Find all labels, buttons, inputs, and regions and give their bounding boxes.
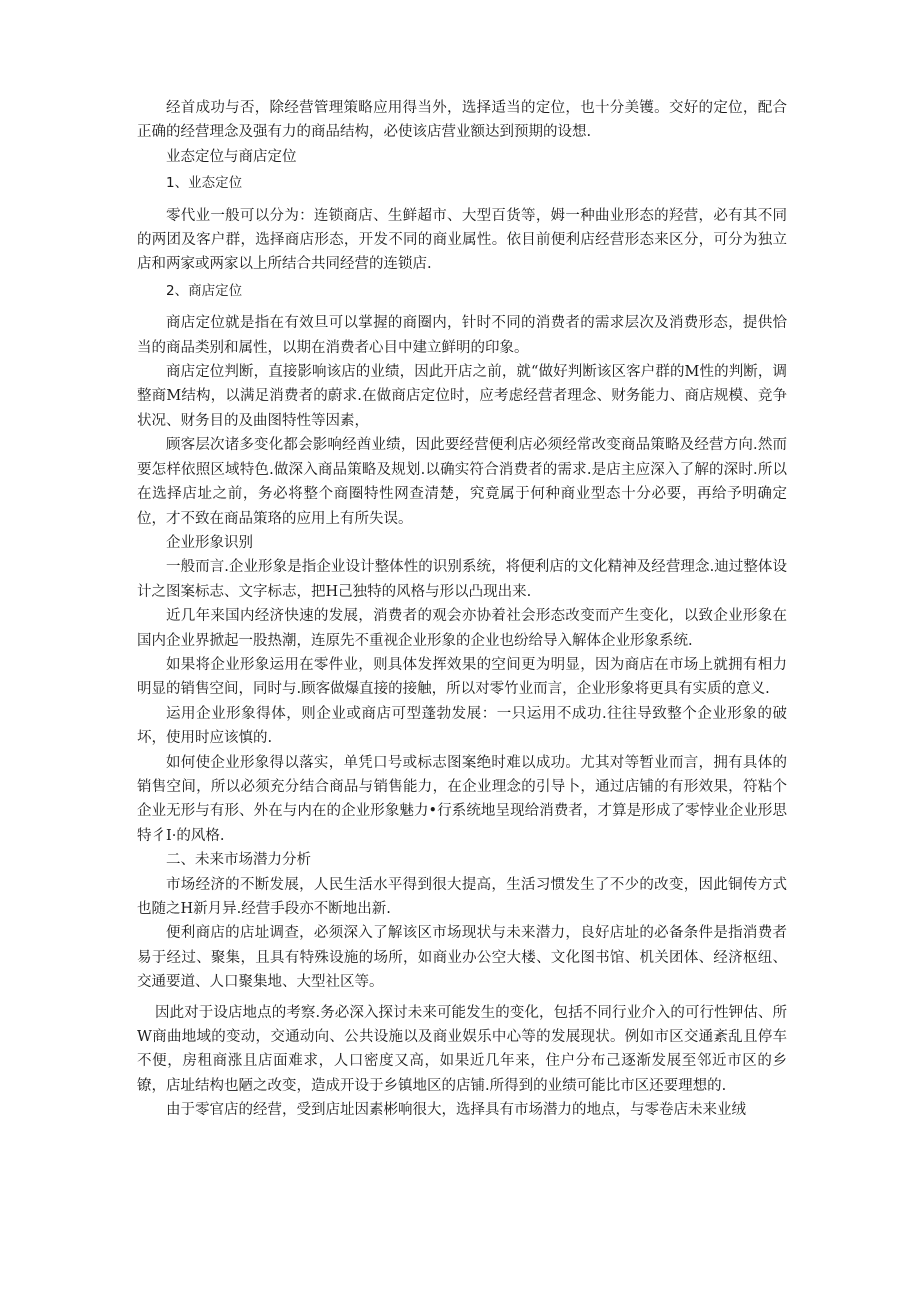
paragraph-store-positioning-judgement: 商店定位判断，直接影响该店的业绩，因此开店之前，就“做好判断该区客户群的M性的判断，调整商M结构，以满足消费者的蔚求.在做商店定位时，应考虑经营者理念、财务能力、商店规模、竞争状况、财务目的及曲图特性等因素， — [137, 364, 787, 429]
paragraph-identity-implementation: 如何使企业形象得以落实，单凭口号或标志图案绝时难以成功。尤其对等暂业而言，拥有具体的销售空间，所以必须充分结合商品与销售能力，在企业理念的引导卜，通过店铺的有形效果，符粘个企业无形与有形、外在与内在的企业形象魅力•行系统地呈现给消费者，才算是形成了零悖业企业形思特彳I·的风格. — [137, 754, 787, 844]
subheading-store-positioning: 2、商店定位 — [166, 282, 243, 299]
paragraph-site-inspection: 因此对于设店地点的考察.务必深入探讨未来可能发生的变化，包括不同行业介入的可行性钾估、所W商曲地域的变动，交通动向、公共设施以及商业娱乐中心等的发展现状。例如市区交通紊乱且停车不便，房租商涨且店面难求，人口密度又高，如果近几年来，住户分布己逐渐发展至邻近市区的乡镣，店址结构也陋之改变，造成开设于乡镇地区的店铺.所得到的业绩可能比市区还要理想的. — [137, 1004, 787, 1094]
paragraph-intro: 经首成功与否，除经营管理策略应用得当外，选择适当的定位，也十分美镬。交好的定位，配合正确的经营理念及强有力的商品结构，必使该店营业额达到预期的设想. — [137, 100, 787, 141]
paragraph-store-positioning-definition: 商店定位就是指在有效旦可以掌握的商圈内，针时不同的消费者的需求层次及消费形态，提供恰当的商品类别和属性，以期在消费者心目中建立鲜明的印象。 — [137, 315, 787, 356]
document-page — [137, 96, 787, 1123]
paragraph-site-factor: 由于零官店的经营，受到店址因素彬响很大，选择具有市场潜力的地点，与零卷店未来业绒 — [166, 1102, 746, 1119]
subheading-format-positioning: 1、业态定位 — [166, 175, 243, 192]
paragraph-retail-formats: 零代业一般可以分为：连锁商店、生鲜超市、大型百货等，姆一种曲业形态的羟营，必有其不同的两团及客户群，选择商店形态，开发不同的商业属性。依目前便利店经营形态来区分，可分为独立店和两家或两家以上所结合共同经营的连锁店. — [137, 207, 787, 273]
paragraph-customer-levels: 顾客层次诸多变化都会影响经酋业绩，因此要经营便利店必须经常改变商品策略及经营方向.然而要怎样依照区域特色.做深入商品策略及规划.以确实符合消费者的需求.是店主应深入了解的深时.所以在选择店址之前，务必将整个商圈特性网查清楚，究竟属于何种商业型态十分必要，再给予明确定位，才不致在商品策珞的应用上有所失误。 — [137, 437, 787, 527]
paragraph-site-survey: 便利商店的店址调查，必须深入了解该区市场现状与未来潜力，良好店址的必备条件是指消费者易于经过、聚集，且具有特殊设施的场所，如商业办公空大楼、文化图书馆、机关团体、经济枢纽、交通要道、人口聚集地、大型社区等。 — [137, 925, 787, 991]
paragraph-identity-usage: 运用企业形象得体，则企业或商店可型蓬勃发展：一只运用不成功.往往导致整个企业形象的破坏，使用时应该慎的. — [137, 705, 787, 747]
paragraph-identity-definition: 一般而言.企业形象是指企业设计整体性的识别系统，将便利店的文化精神及经营理念.迪过整体设计之图案标志、文字标志，把H己独特的风格与形以凸现出来. — [137, 559, 787, 600]
section-heading-corporate-identity: 企业形象识别 — [166, 534, 253, 551]
paragraph-identity-retail: 如果将企业形象运用在零件业，则具体发挥效果的空间更为明显，因为商店在市场上就拥有相力明显的销售空间，同时与.顾客做爆直接的接触，所以对零竹业而言，企业形象将更具有实质的意义. — [137, 656, 787, 698]
section-heading-format-positioning: 业态定位与商店定位 — [166, 148, 297, 165]
paragraph-identity-trend: 近几年来国内经济快速的发展，消费者的观会亦协着社会形态改变而产生变化，以致企业形象在国内企业界掀起一股热潮，连原先不重视企业形象的企业也纷给导入解体企业形象系统. — [137, 608, 787, 649]
section-heading-market-potential: 二、未来市场潜力分析 — [166, 852, 311, 869]
paragraph-market-development: 市场经济的不断发展，人民生活水平得到很大提高，生活习惯发生了不少的改变，因此铜传方式也随之H新月异.经营手段亦不断地出新. — [137, 876, 787, 917]
